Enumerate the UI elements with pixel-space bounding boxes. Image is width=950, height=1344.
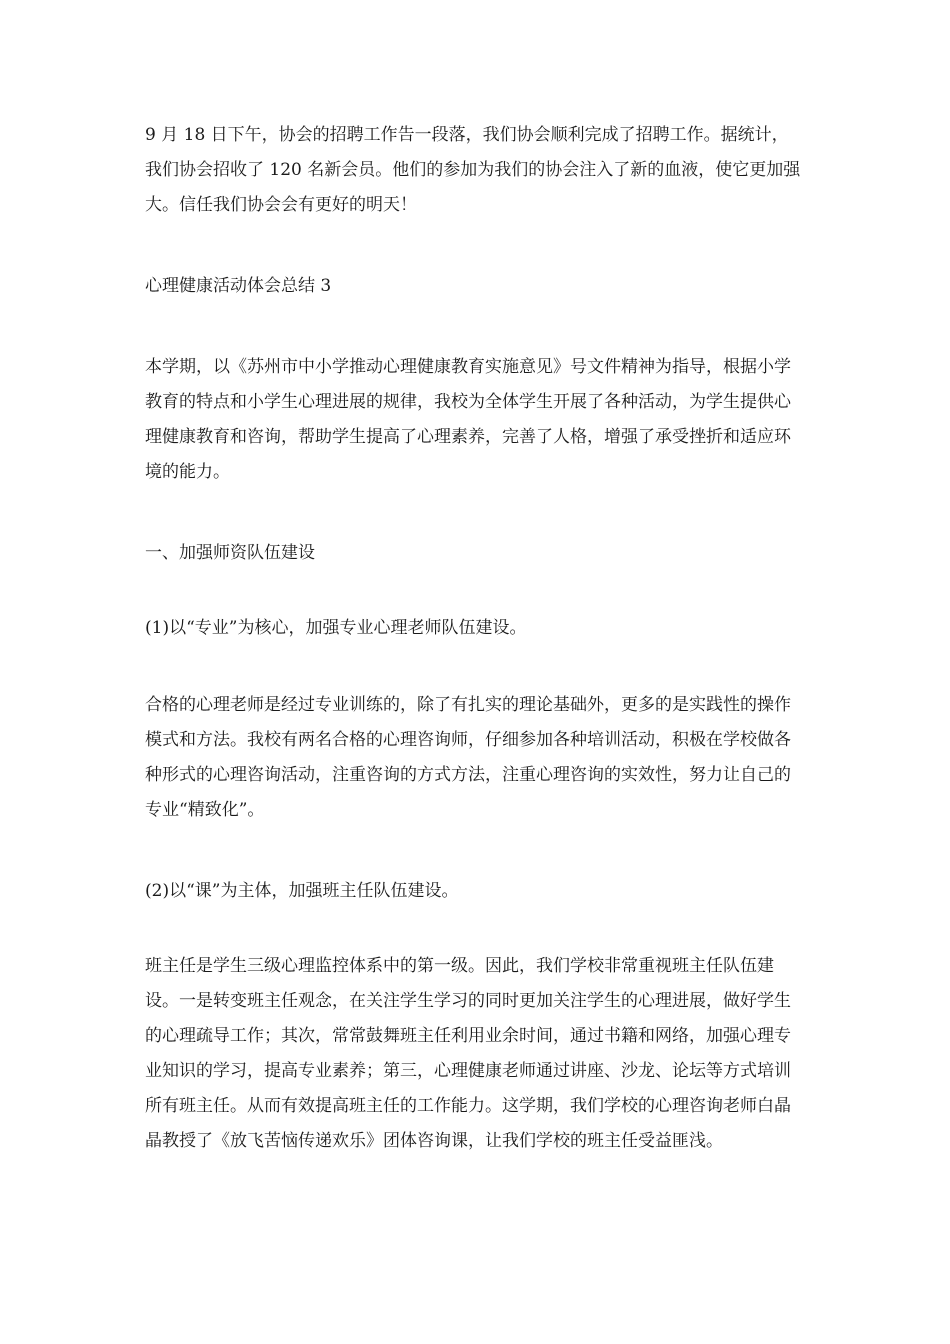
subheading-professional-teachers: (1)以“专业”为核心，加强专业心理老师队伍建设。 — [145, 618, 527, 638]
document-body — [145, 118, 805, 1159]
section-title-summary-3: 心理健康活动体会总结 3 — [145, 276, 332, 296]
paragraph-semester-overview: 本学期，以《苏州市中小学推动心理健康教育实施意见》号文件精神为指导，根据小学教育的特点和小学生心理进展的规律，我校为全体学生开展了各种活动，为学生提供心理健康教育和咨询，帮助学生提高了心理素养，完善了人格，增强了承受挫折和适应环境的能力。 — [145, 357, 791, 482]
subheading-class-teachers: (2)以“课”为主体，加强班主任队伍建设。 — [145, 881, 459, 901]
paragraph-recruitment-summary: 9 月 18 日下午，协会的招聘工作告一段落，我们协会顺利完成了招聘工作。据统计，我们协会招收了 120 名新会员。他们的参加为我们的协会注入了新的血液，使它更加强大。信任我们协会会有更好的明天！ — [145, 125, 801, 215]
paragraph-class-teacher-training: 班主任是学生三级心理监控体系中的第一级。因此，我们学校非常重视班主任队伍建设。一是转变班主任观念，在关注学生学习的同时更加关注学生的心理进展，做好学生的心理疏导工作；其次，常常鼓舞班主任利用业余时间，通过书籍和网络，加强心理专业知识的学习，提高专业素养；第三，心理健康老师通过讲座、沙龙、论坛等方式培训所有班主任。从而有效提高班主任的工作能力。这学期，我们学校的心理咨询老师白晶晶教授了《放飞苦恼传递欢乐》团体咨询课，让我们学校的班主任受益匪浅。 — [145, 956, 791, 1151]
paragraph-qualified-teachers: 合格的心理老师是经过专业训练的，除了有扎实的理论基础外，更多的是实践性的操作模式和方法。我校有两名合格的心理咨询师，仔细参加各种培训活动，积极在学校做各种形式的心理咨询活动，注重咨询的方式方法，注重心理咨询的实效性，努力让自己的专业“精致化”。 — [145, 695, 791, 820]
heading-teacher-team: 一、加强师资队伍建设 — [145, 543, 315, 563]
